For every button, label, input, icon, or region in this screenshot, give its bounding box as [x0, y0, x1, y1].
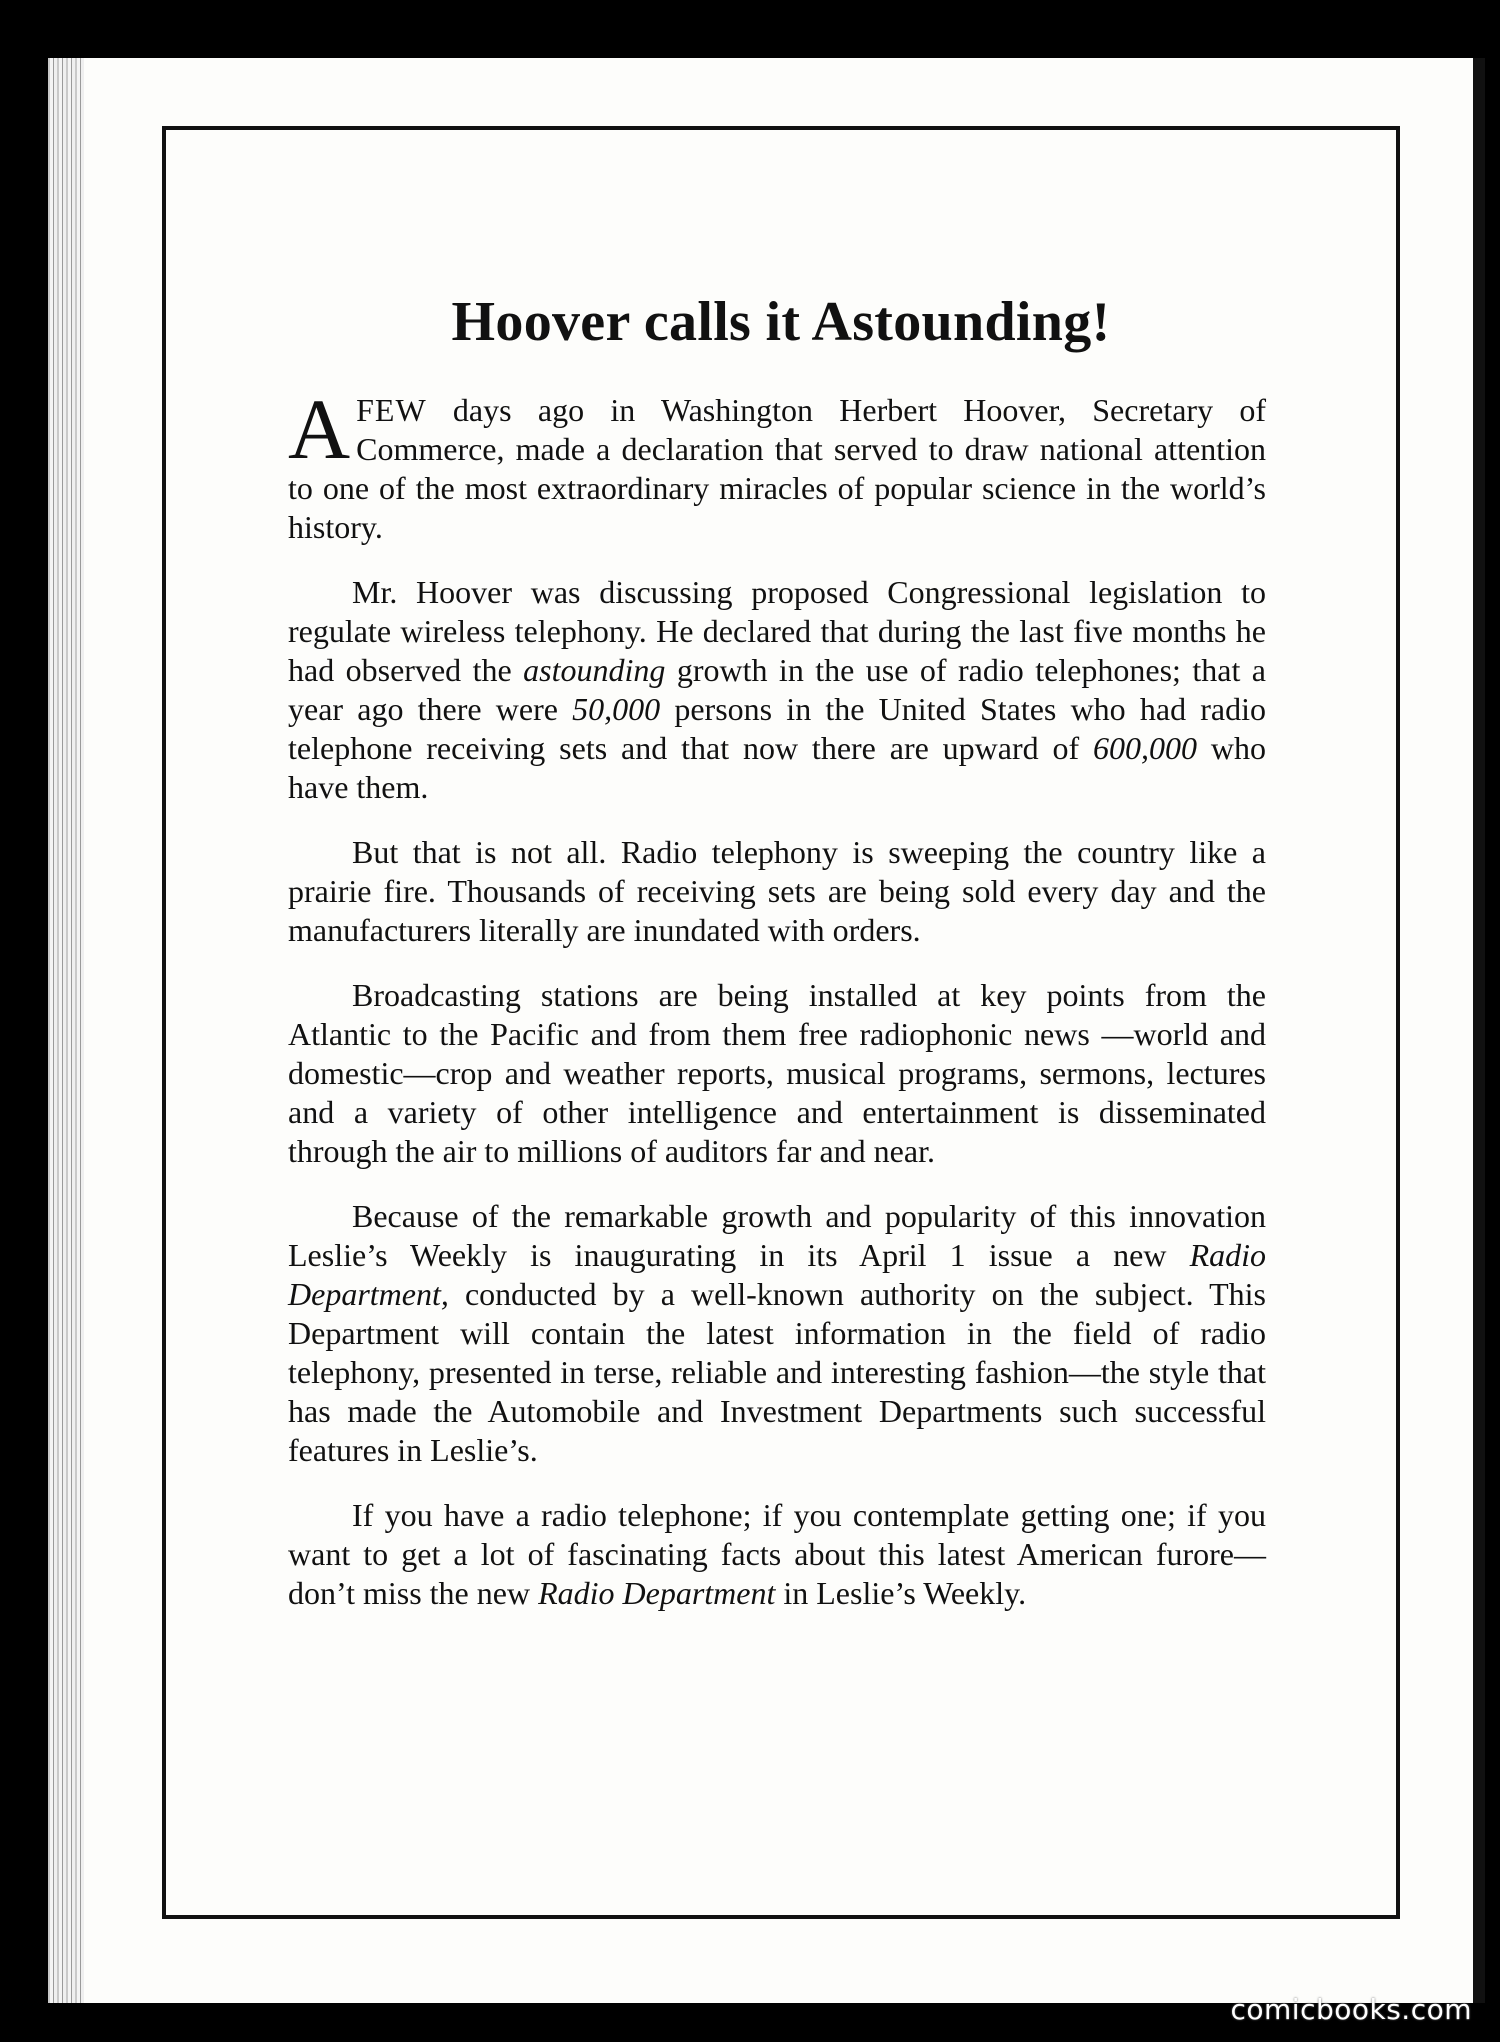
- emphasis-astounding: astounding: [523, 652, 666, 688]
- paragraph-1: [288, 381, 1266, 547]
- emphasis-radio-department: Radio Department,: [288, 1237, 1266, 1312]
- paragraph-5: [288, 1197, 1266, 1470]
- lead-caps: FEW: [356, 392, 427, 428]
- paragraph-6-text-b: in Leslie’s Weekly.: [775, 1575, 1027, 1611]
- emphasis-600000: 600,000: [1093, 730, 1198, 766]
- article-body: [288, 381, 1267, 1639]
- article-title: Hoover calls it Astounding!: [451, 291, 1111, 353]
- paragraph-4: Broadcasting stations are being installed at key points from the Atlantic to the Pacific and from them free radiophonic news —world and domestic—crop and weather reports, musical programs, sermons, lectures and a variety of other intelligence and entertainment is disseminated through the air to millions of auditors far and near.: [288, 977, 1266, 1169]
- emphasis-50000: 50,000: [572, 691, 661, 727]
- paragraph-2-text-b: growth in the use of radio telephones; that a year ago there were: [288, 652, 1267, 727]
- paragraph-2-text-c: persons in the United States who had radio telephone receiving sets and that now there are upward of: [288, 691, 1267, 766]
- emphasis-radio-department-2: Radio Department: [538, 1575, 776, 1611]
- paragraph-6: [288, 1496, 1266, 1613]
- paragraph-2: [288, 573, 1266, 807]
- paragraph-2-text-d: who have them.: [288, 730, 1267, 805]
- paragraph-3: But that is not all. Radio telephony is sweeping the country like a prairie fire. Thousands of receiving sets are being sold every day and the manufacturers literally are inundated with orders.: [288, 834, 1266, 948]
- binding-shadow: [1473, 58, 1485, 2003]
- watermark: comicbooks.com: [1230, 1993, 1472, 2026]
- paragraph-6-text-a: If you have a radio telephone; if you contemplate getting one; if you want to get a lot of fascinating facts about this latest American furore—don’t miss the new: [288, 1497, 1266, 1611]
- paragraph-1-text: days ago in Washington Herbert Hoover, Secretary of Commerce, made a declaration that served to draw national attention to one of the most extraordinary miracles of popular science in the world’s history.: [288, 392, 1266, 545]
- paragraph-5-text-b: conducted by a well-known authority on the subject. This Department will contain the latest information in the field of radio telephony, presented in terse, reliable and interesting fashion—the style that has made the Automobile and Investment Departments such successful features in Leslie’s.: [288, 1276, 1266, 1468]
- paragraph-2-text-a: Mr. Hoover was discussing proposed Congressional legislation to regulate wireless telephony. He declared that during the last five months he had observed the: [288, 574, 1266, 688]
- page-stack-edge: [48, 58, 84, 2003]
- drop-cap: A: [288, 381, 351, 477]
- paragraph-5-text-a: Because of the remarkable growth and popularity of this innovation Leslie’s Weekly is inaugurating in its April 1 issue a new: [288, 1198, 1266, 1273]
- article-frame: [162, 126, 1400, 1919]
